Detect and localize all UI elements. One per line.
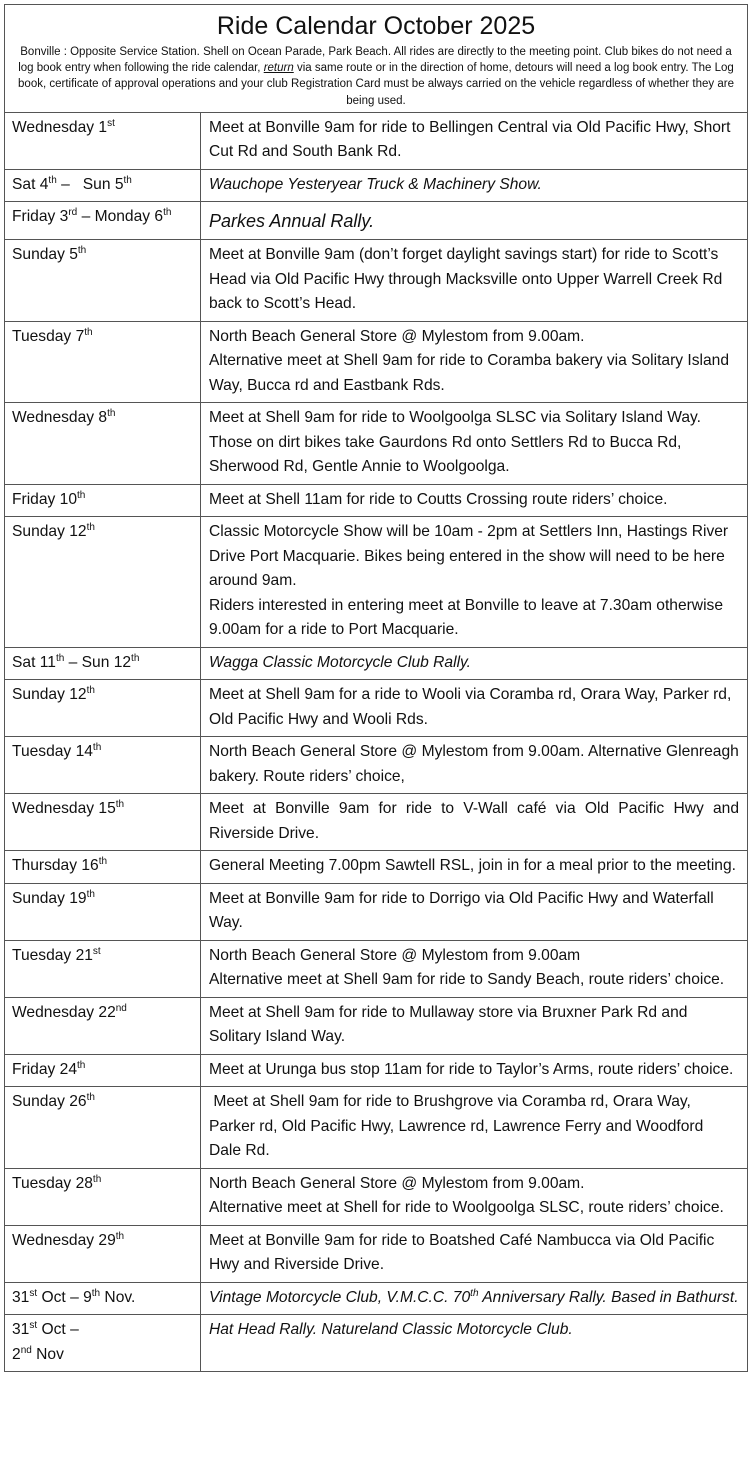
description-cell: Classic Motorcycle Show will be 10am - 2pm at Settlers Inn, Hastings River Drive Port Macquarie. Bikes being entered in the show will need to be here around 9am. Riders interested in entering meet at Bonville to leave at 7.30am otherwise 9.00am for a ride to Port Macquarie.: [201, 517, 748, 648]
date-cell: Friday 10th: [5, 484, 201, 517]
description-cell: Meet at Bonville 9am for ride to Bellingen Central via Old Pacific Hwy, Short Cut Rd and South Bank Rd.: [201, 112, 748, 169]
table-row: [5, 1087, 747, 1169]
description-cell: Meet at Shell 11am for ride to Coutts Crossing route riders’ choice.: [201, 484, 748, 517]
description-cell: Meet at Bonville 9am for ride to Dorrigo via Old Pacific Hwy and Waterfall Way.: [201, 883, 748, 940]
table-row: [5, 517, 747, 648]
description-cell: Meet at Shell 9am for ride to Woolgoolga SLSC via Solitary Island Way. Those on dirt bikes take Gaurdons Rd onto Settlers Rd to Bucca Rd, Sherwood Rd, Gentle Annie to Woolgoolga.: [201, 403, 748, 485]
table-row: [5, 647, 747, 680]
date-cell: Sunday 12th: [5, 680, 201, 737]
description-cell: Meet at Bonville 9am (don’t forget daylight savings start) for ride to Scott’s Head via Old Pacific Hwy through Macksville onto Upper Warrell Creek Rd back to Scott’s Head.: [201, 240, 748, 322]
date-cell: Friday 24th: [5, 1054, 201, 1087]
table-row: [5, 883, 747, 940]
description-cell: Meet at Shell 9am for ride to Mullaway store via Bruxner Park Rd and Solitary Island Way.: [201, 997, 748, 1054]
date-cell: Wednesday 1st: [5, 112, 201, 169]
date-cell: 31st Oct – 2nd Nov: [5, 1315, 201, 1372]
intro-text-1: Bonville : Opposite Service Station. Shell on Ocean Parade, Park Beach. All rides are directly to the meeting point. Club bikes do not need a log book entry when following the ride calendar,: [18, 46, 732, 75]
date-cell: Wednesday 8th: [5, 403, 201, 485]
date-cell: Tuesday 7th: [5, 321, 201, 403]
date-cell: Sat 11th – Sun 12th: [5, 647, 201, 680]
date-cell: Tuesday 21st: [5, 940, 201, 997]
table-row: [5, 1225, 747, 1282]
table-row: [5, 940, 747, 997]
table-row: [5, 1168, 747, 1225]
intro-text-2: via same route or in the direction of home, detours will need a log book entry. The Log book, certificate of approval operations and your club Registration Card must be always carried on the vehicle regardless of whether they are being used.: [18, 62, 734, 107]
table-row: [5, 240, 747, 322]
description-cell: Wagga Classic Motorcycle Club Rally.: [201, 647, 748, 680]
date-cell: Friday 3rd – Monday 6th: [5, 202, 201, 240]
date-cell: Wednesday 29th: [5, 1225, 201, 1282]
table-row: [5, 794, 747, 851]
description-cell: North Beach General Store @ Mylestom from 9.00am. Alternative meet at Shell 9am for ride to Coramba bakery via Solitary Island Way, Bucca rd and Eastbank Rds.: [201, 321, 748, 403]
date-cell: Sunday 26th: [5, 1087, 201, 1169]
date-cell: Sunday 12th: [5, 517, 201, 648]
date-cell: Sunday 19th: [5, 883, 201, 940]
date-cell: Tuesday 28th: [5, 1168, 201, 1225]
table-row: [5, 169, 747, 202]
table-row: [5, 403, 747, 485]
description-cell: Meet at Bonville 9am for ride to Boatshed Café Nambucca via Old Pacific Hwy and Riverside Drive.: [201, 1225, 748, 1282]
table-row: [5, 1282, 747, 1315]
description-cell: Hat Head Rally. Natureland Classic Motorcycle Club.: [201, 1315, 748, 1372]
table-row: [5, 680, 747, 737]
page-title: Ride Calendar October 2025: [216, 12, 536, 40]
description-cell: Parkes Annual Rally.: [201, 202, 748, 240]
description-cell: North Beach General Store @ Mylestom from 9.00am. Alternative meet at Shell for ride to Woolgoolga SLSC, route riders’ choice.: [201, 1168, 748, 1225]
table-row: [5, 1315, 747, 1372]
table-row: [5, 112, 747, 169]
description-cell: Meet at Shell 9am for ride to Brushgrove via Coramba rd, Orara Way, Parker rd, Old Pacific Hwy, Lawrence rd, Lawrence Ferry and Woodford Dale Rd.: [201, 1087, 748, 1169]
date-cell: Tuesday 14th: [5, 737, 201, 794]
date-cell: Sat 4th – Sun 5th: [5, 169, 201, 202]
date-cell: 31st Oct – 9th Nov.: [5, 1282, 201, 1315]
table-row: [5, 321, 747, 403]
table-row: [5, 997, 747, 1054]
intro-emphasis: return: [263, 62, 294, 75]
description-cell: Meet at Bonville 9am for ride to V-Wall café via Old Pacific Hwy and Riverside Drive.: [201, 794, 748, 851]
date-cell: Sunday 5th: [5, 240, 201, 322]
date-cell: Wednesday 22nd: [5, 997, 201, 1054]
description-cell: General Meeting 7.00pm Sawtell RSL, join in for a meal prior to the meeting.: [201, 851, 748, 884]
description-cell: Vintage Motorcycle Club, V.M.C.C. 70th Anniversary Rally. Based in Bathurst.: [201, 1282, 748, 1315]
table-row: [5, 1054, 747, 1087]
description-cell: Meet at Shell 9am for a ride to Wooli via Coramba rd, Orara Way, Parker rd, Old Pacific Hwy and Wooli Rds.: [201, 680, 748, 737]
table-row: [5, 851, 747, 884]
description-cell: North Beach General Store @ Mylestom from 9.00am. Alternative Glenreagh bakery. Route riders’ choice,: [201, 737, 748, 794]
calendar-frame: [4, 4, 748, 1372]
table-row: [5, 202, 747, 240]
description-cell: Meet at Urunga bus stop 11am for ride to Taylor’s Arms, route riders’ choice.: [201, 1054, 748, 1087]
intro-paragraph: [5, 42, 747, 112]
date-cell: Thursday 16th: [5, 851, 201, 884]
table-row: [5, 737, 747, 794]
date-cell: Wednesday 15th: [5, 794, 201, 851]
ride-table: [5, 112, 747, 1372]
table-row: [5, 484, 747, 517]
description-cell: North Beach General Store @ Mylestom from 9.00am Alternative meet at Shell 9am for ride to Sandy Beach, route riders’ choice.: [201, 940, 748, 997]
description-cell: Wauchope Yesteryear Truck & Machinery Show.: [201, 169, 748, 202]
